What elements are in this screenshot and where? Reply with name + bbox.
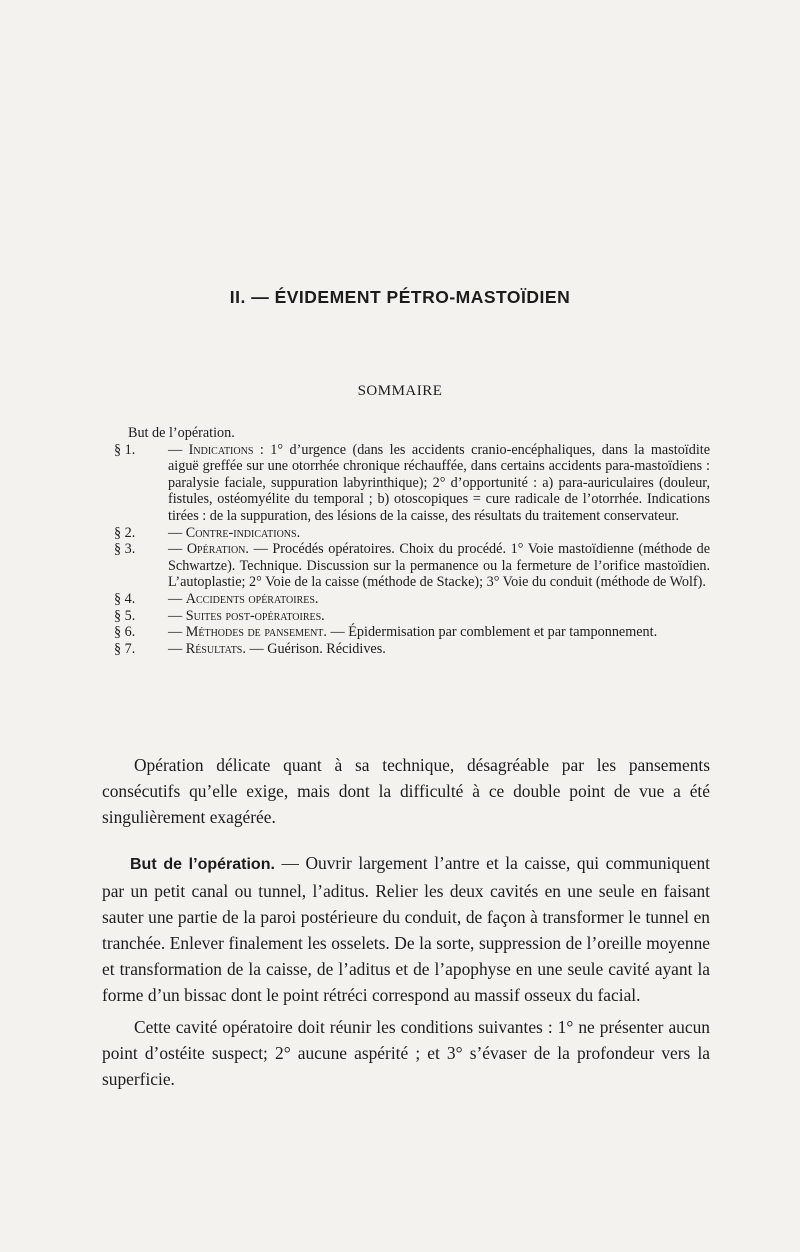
paragraph-conditions: Cette cavité opératoire doit réunir les conditions suivantes : 1° ne présenter aucun point d’ostéite suspect; 2° aucune aspérité ; et 3° s’évaser de la profondeur vers la superficie. [102,1017,710,1089]
section-text: : 1° d’urgence (dans les accidents cranio-encéphaliques, dans la mastoïdite aiguë greffée sur une otorrhée chronique réchauffée, dans certains accidents para-mastoïdiens : paralysie faciale, suppuration labyrinthique); 2° d’opportunité : a) para-auriculaires (douleur, fistules, ostéomyélite du temporal ; b) otoscopiques = cure radicale de l’otorrhée. Indications tirées : de la suppuration, des lésions de la caisse, des résultats du traitement conservateur. [168,441,711,524]
dash: — [168,541,187,558]
section-text: — Procédés opératoires. Choix du procédé. 1° Voie mastoïdienne (méthode de Schwartze). Technique. Discussion sur la permanence ou la fermeture de l’orifice mastoïdien. L’autoplastie; 2° Voie de la caisse (méthode de Stacke); 3° Voie du conduit (méthode de Wolf). [168,541,710,591]
paragraph-but [102,850,710,1008]
run-in-heading: But de l’opération. [130,856,275,873]
summary-item [114,541,710,591]
section-number: § 2. [114,524,136,541]
section-number: § 5. [114,607,136,624]
section-number: § 4. [114,590,136,607]
section-number: § 1. [114,441,136,458]
section-heading: Suites post-opératoires. [185,607,325,624]
summary-block [114,425,711,657]
dash: — [168,441,189,458]
dash: — [168,640,186,657]
dash: — [168,524,186,541]
summary-item [114,590,710,608]
section-number: § 7. [114,640,136,657]
paragraph-intro: Opération délicate quant à sa technique, désagréable par les pansements consécutifs qu’elle exige, mais dont la difficulté à ce double point de vue a été singulièrement exagérée. [102,755,710,827]
section-text: — Guérison. Récidives. [245,640,386,657]
section-number: § 6. [114,624,136,641]
paragraph-text: — Ouvrir largement l’antre et la caisse, qui communiquent par un petit canal ou tunnel, l’aditus. Relier les deux cavités en une seule en faisant sauter une partie de la paroi postérieure du conduit, de façon à transformer le tunnel en tranchée. Enlever finalement les osselets. De la sorte, suppression de l’oreille moyenne et transformation de la caisse, de l’aditus et de l’apophyse en une seule cavité ayant la forme d’un bissac dont le point rétréci correspond au massif osseux du facial. [102,853,711,1005]
section-heading: Méthodes de pansement. [185,624,327,641]
section-heading: Contre-indications. [185,524,301,541]
section-text: — Épidermisation par comblement et par tamponnement. [326,624,658,641]
summary-item [114,524,710,542]
summary-item [114,441,711,525]
summary-intro: But de l’opération. [128,425,235,441]
summary-heading: SOMMAIRE [357,383,443,399]
summary-item [114,640,710,658]
summary-item [114,607,710,625]
section-heading: Accidents opératoires. [185,590,319,607]
dash: — [168,607,186,624]
dash: — [168,590,186,607]
section-number: § 3. [114,541,136,558]
dash: — [168,624,186,641]
summary-item [114,624,710,641]
section-heading: Opération. [186,541,249,558]
section-heading: Indications [188,441,254,458]
section-heading: Résultats. [185,640,246,657]
chapter-title: II. — ÉVIDEMENT PÉTRO-MASTOÏDIEN [229,287,571,307]
